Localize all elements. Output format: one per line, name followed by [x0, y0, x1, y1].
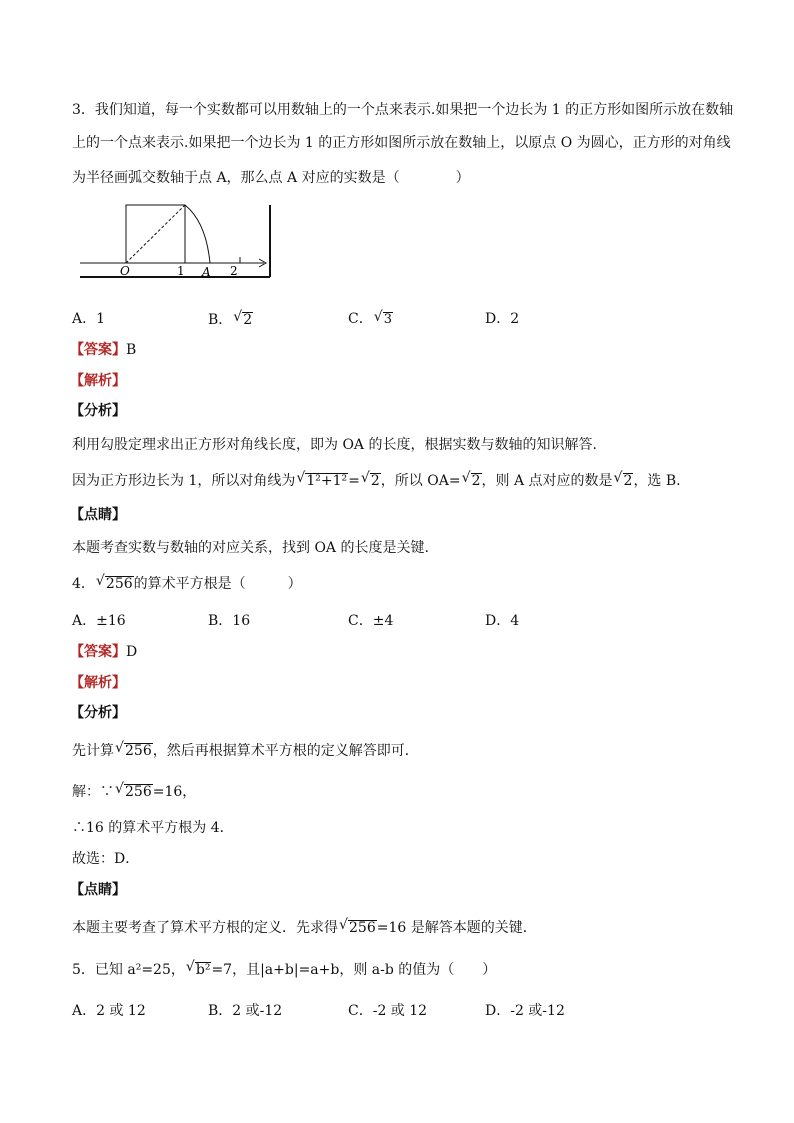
- q3-answer: 【答案】B: [70, 342, 137, 358]
- label-a: A: [202, 265, 211, 279]
- q3-option-d: D．2: [485, 311, 520, 327]
- q3-number-line-figure: [78, 200, 278, 280]
- q4-dianjing-text: 本题主要考查了算术平方根的定义．先求得 √ 256=16 是解答本题的关键．: [72, 917, 537, 936]
- q3-stem-line1: 3．我们知道，每一个实数都可以用数轴上的一个点来表示.如果把一个边长为 1 的正方形如图所示放在数轴: [72, 102, 734, 118]
- q3-analysis-tag: 【解析】: [70, 373, 126, 389]
- q4-dianjing-tag: 【点睛】: [70, 882, 126, 898]
- q3-fenxi-text: 利用勾股定理求出正方形对角线长度，即为 OA 的长度，根据实数与数轴的知识解答.: [72, 437, 597, 453]
- q5-option-d: D．-2 或-12: [485, 1003, 565, 1019]
- q3-option-b: B． √ 2: [208, 309, 253, 328]
- q4-option-d: D．4: [485, 613, 520, 629]
- q5-option-b: B．2 或-12: [208, 1003, 283, 1019]
- label-2: 2: [230, 264, 238, 278]
- q3-option-c: C． √ 3: [348, 309, 392, 327]
- label-1: 1: [177, 264, 185, 278]
- q5-stem: 5．已知 a²=25， √ b²=7，且|a+b|=a+b，则 a-b 的值为（ ）: [72, 959, 497, 978]
- q3-dianjing-tag: 【点睛】: [70, 507, 126, 523]
- q3-dianjing-text: 本题考查实数与数轴的对应关系，找到 OA 的长度是关键.: [72, 540, 429, 556]
- q3-fenxi-tag: 【分析】: [70, 403, 126, 419]
- q4-therefore: ∴16 的算术平方根为 4．: [72, 820, 234, 836]
- q4-option-b: B．16: [208, 613, 251, 629]
- q4-fenxi-tag: 【分析】: [70, 705, 126, 721]
- q4-choose: 故选：D．: [72, 851, 140, 867]
- q3-stem-line2: 上的一个点来表示.如果把一个边长为 1 的正方形如图所示放在数轴上，以原点 O 为圆心，正方形的对角线: [72, 135, 731, 151]
- q4-option-c: C．±4: [348, 613, 394, 629]
- q4-stem: 4． √ 256的算术平方根是（ ）: [72, 573, 302, 592]
- q3-stem-line3: 为半径画弧交数轴于点 A，那么点 A 对应的实数是（ ）: [72, 170, 470, 186]
- q4-fenxi-text: 先计算 √ 256，然后再根据算术平方根的定义解答即可．: [72, 740, 419, 759]
- label-o: O: [120, 264, 130, 278]
- q4-jie: 解：∵ √ 256=16，: [72, 781, 197, 800]
- q4-analysis-tag: 【解析】: [70, 675, 126, 691]
- q5-option-a: A．2 或 12: [72, 1003, 146, 1019]
- q3-option-a: A．1: [72, 311, 106, 327]
- q4-option-a: A．±16: [72, 613, 126, 629]
- q3-solution: 因为正方形边长为 1，所以对角线为 √ 1²+1²= √ 2，所以 OA= √ 2，则 A 点对应的数是 √ 2，选 B.: [72, 470, 681, 489]
- q4-answer: 【答案】D: [70, 644, 138, 660]
- q5-option-c: C．-2 或 12: [348, 1003, 428, 1019]
